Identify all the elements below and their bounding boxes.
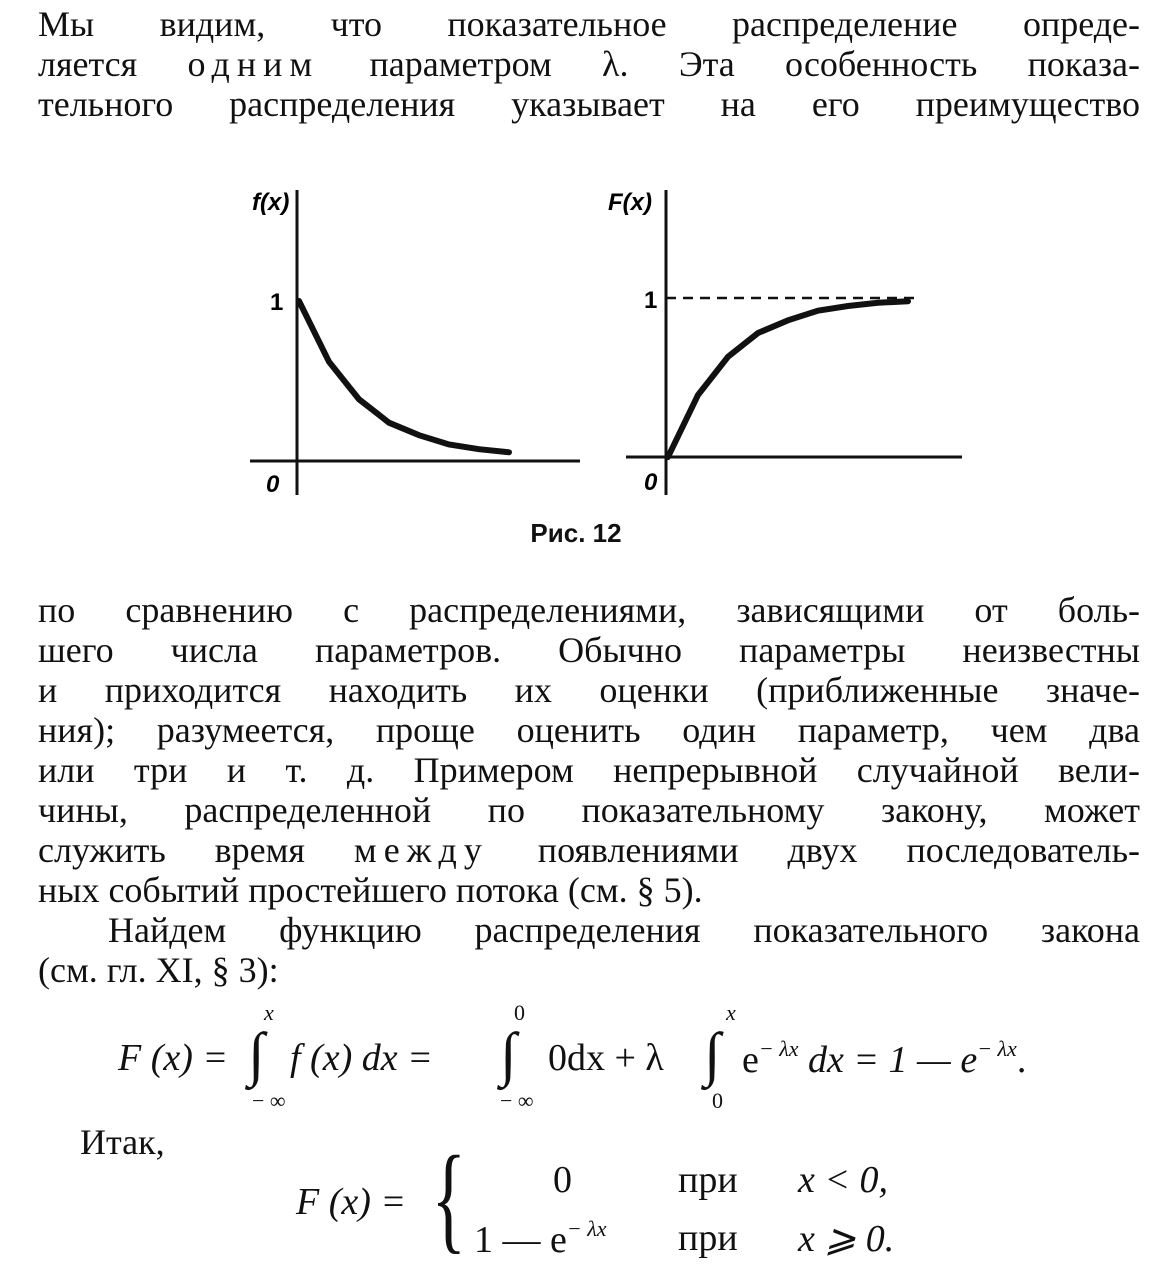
right-tick-one: 1 [644,287,658,314]
eq2-case2-word: при [678,1217,738,1259]
paragraph-line: Мы видим, что показательное распределение опреде- [38,4,1140,44]
eq2-case1-value: 0 [553,1159,572,1201]
text-fragment: параметром λ. Эта особенность показа- [369,44,1141,84]
right-ylabel: F(x) [608,189,652,216]
eq2-case2-cond: x ⩾ 0. [798,1218,895,1260]
eq1-lhs: F (x) = [118,1037,229,1079]
text-fragment: ляется [38,44,138,84]
figure-svg [0,170,1152,530]
paragraph-line [38,44,1140,84]
eq1-int3-upper: x [726,1000,736,1025]
paragraph-line: тельного распределения указывает на его преимущество [38,84,1140,124]
paragraph-line: чины, распределенной по показательному закону, может [38,790,1140,830]
eq1-integrand3 [742,1036,1026,1082]
eq1-end: . [1016,1039,1027,1081]
paragraph-line: ных событий простейшего потока (см. § 5). [38,870,703,910]
eq1-integrand2: 0dx + λ [548,1037,664,1079]
integral-sign: ∫ [704,1021,721,1087]
eq1-int2-lower: − ∞ [500,1088,534,1113]
eq2-case2-value [474,1216,607,1262]
paragraph-line: Итак, [80,1122,165,1162]
left-tick-zero: 0 [266,471,280,498]
left-ylabel: f(x) [252,189,290,216]
eq1-integrand1: f (x) dx = [290,1037,433,1079]
left-pdf-curve [299,301,509,452]
eq1-int1-upper: x [264,1000,274,1025]
paragraph-line: по сравнению с распределениями, зависящими от боль- [38,590,1140,630]
paragraph-line: и приходится находить их оценки (приближенные значе- [38,670,1140,710]
emphasized-word: одним [187,44,320,84]
eq2-case2-exponent: − λx [566,1216,607,1241]
right-cdf-curve [668,301,908,457]
figure-12 [0,170,1152,570]
eq2-case2-base: 1 — e [474,1219,567,1261]
paragraph-line: Найдем функцию распределения показательного закона [108,910,1140,950]
eq2-lhs: F (x) = [296,1181,407,1223]
eq1-tail: dx = 1 — e [808,1039,978,1081]
eq1-int3-lower: 0 [712,1088,723,1113]
eq2-case1-cond: x < 0, [798,1159,889,1201]
left-tick-one: 1 [270,289,284,316]
right-tick-zero: 0 [644,469,658,496]
integral-sign: ∫ [500,1021,517,1087]
eq2-case1-word: при [678,1159,738,1201]
paragraph-line: шего числа параметров. Обычно параметры неизвестны [38,630,1140,670]
eq1-int1-lower: − ∞ [252,1088,286,1113]
integral-sign: ∫ [248,1021,265,1087]
paragraph-line [38,830,1140,870]
eq1-e-base: e [742,1039,759,1081]
paragraph-line: (см. гл. XI, § 3): [38,950,279,990]
paragraph-line: или три и т. д. Примером непрерывной случайной вели- [38,750,1140,790]
left-brace: { [431,1131,467,1264]
paragraph-line: ния); разумеется, проще оценить один параметр, чем два [38,710,1140,750]
text-fragment: появлениями двух последователь- [537,830,1141,870]
text-fragment: служить время [38,830,305,870]
eq1-int2-upper: 0 [514,1000,525,1025]
eq1-result-exponent: − λx [977,1036,1017,1061]
eq1-e-exponent: − λx [758,1036,799,1061]
figure-caption: Рис. 12 [530,518,622,548]
emphasized-word: между [353,830,489,870]
